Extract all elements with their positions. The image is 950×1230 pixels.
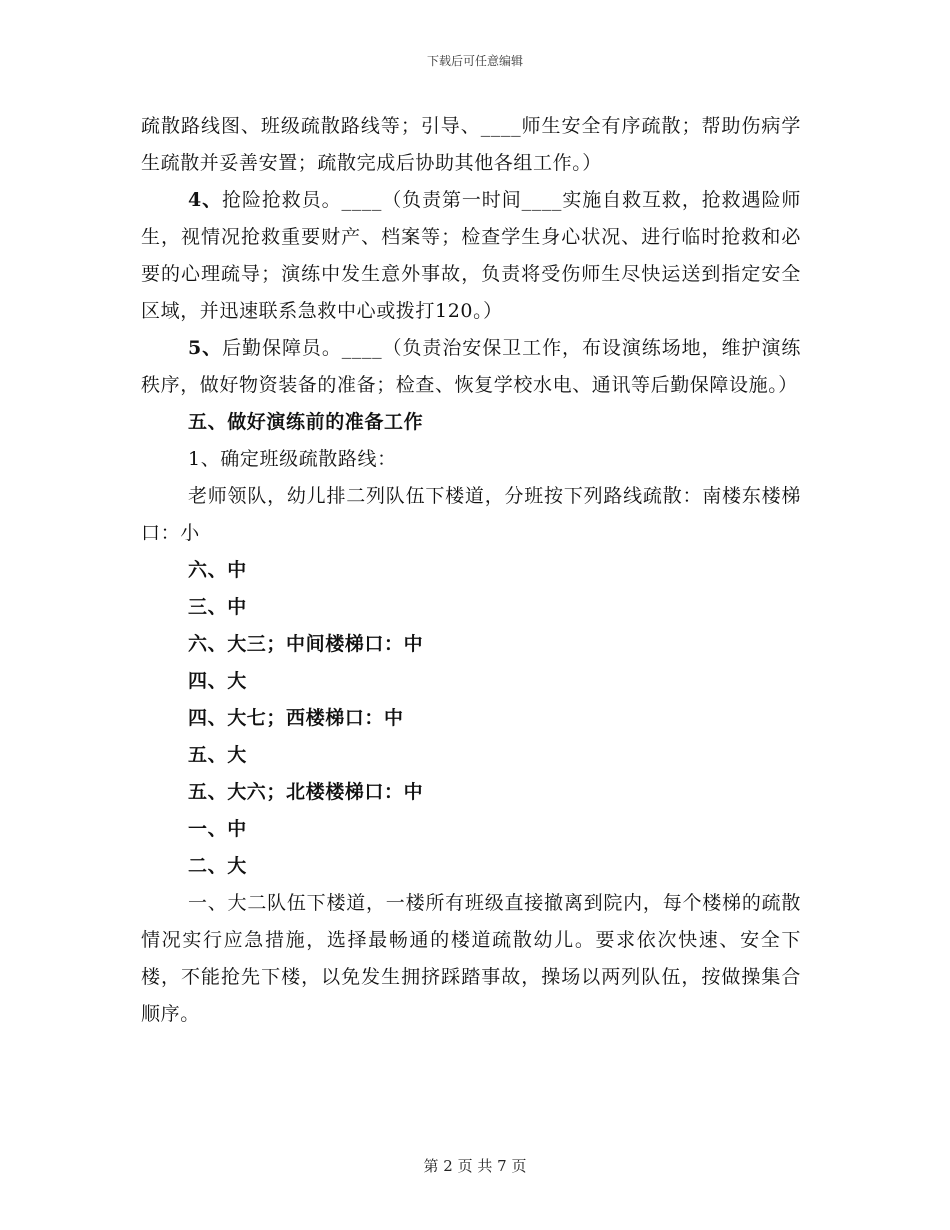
route-line: 六、大三；中间楼梯口：中 <box>188 633 424 655</box>
page-header-note: 下载后可任意编辑 <box>426 54 523 68</box>
route-line: 五、大六；北楼楼梯口：中 <box>188 781 424 803</box>
section-heading-preparation: 五、做好演练前的准备工作 <box>188 411 424 433</box>
route-line: 三、中 <box>188 596 247 618</box>
paragraph-logistics-staff <box>141 330 801 404</box>
document-body <box>141 108 801 1033</box>
route-line: 四、大七；西楼梯口：中 <box>188 707 404 729</box>
paragraph-number: 4、 <box>188 189 223 211</box>
route-line: 五、大 <box>188 744 247 766</box>
paragraph-evacuation-requirements: 一、大二队伍下楼道，一楼所有班级直接撤离到院内，每个楼梯的疏散情况实行应急措施，选择最畅通的楼道疏散幼儿。要求依次快速、安全下楼，不能抢先下楼，以免发生拥挤踩踏事故，操场以两列队伍，按做操集合顺序。 <box>141 892 801 1025</box>
paragraph-route-intro: 老师领队，幼儿排二列队伍下楼道，分班按下列路线疏散：南楼东楼梯口：小 <box>141 485 801 544</box>
paragraph-evacuation-routes-cont <box>141 108 801 182</box>
route-line: 一、中 <box>188 818 247 840</box>
paragraph-text: 后勤保障员。____（负责治安保卫工作，布设演练场地，维护演练秩序，做好物资装备的准备；检查、恢复学校水电、通讯等后勤保障设施。） <box>141 337 801 396</box>
route-line: 六、中 <box>188 559 247 581</box>
paragraph-rescue-staff <box>141 182 801 330</box>
subheading-class-routes: 1、确定班级疏散路线： <box>188 448 397 470</box>
page-number: 第 2 页 共 7 页 <box>423 1157 527 1175</box>
paragraph-number: 5、 <box>188 337 223 359</box>
paragraph-text: 抢险抢救员。____（负责第一时间____实施自救互救，抢救遇险师生，视情况抢救重要财产、档案等；检查学生身心状况、进行临时抢救和必要的心理疏导；演练中发生意外事故，负责将受伤师生尽快运送到指定安全区域，并迅速联系急救中心或拨打120。） <box>141 189 801 322</box>
route-line: 二、大 <box>188 855 247 877</box>
paragraph-text: 疏散路线图、班级疏散路线等；引导、____师生安全有序疏散；帮助伤病学生疏散并妥善安置；疏散完成后协助其他各组工作。） <box>141 115 801 174</box>
route-line: 四、大 <box>188 670 247 692</box>
